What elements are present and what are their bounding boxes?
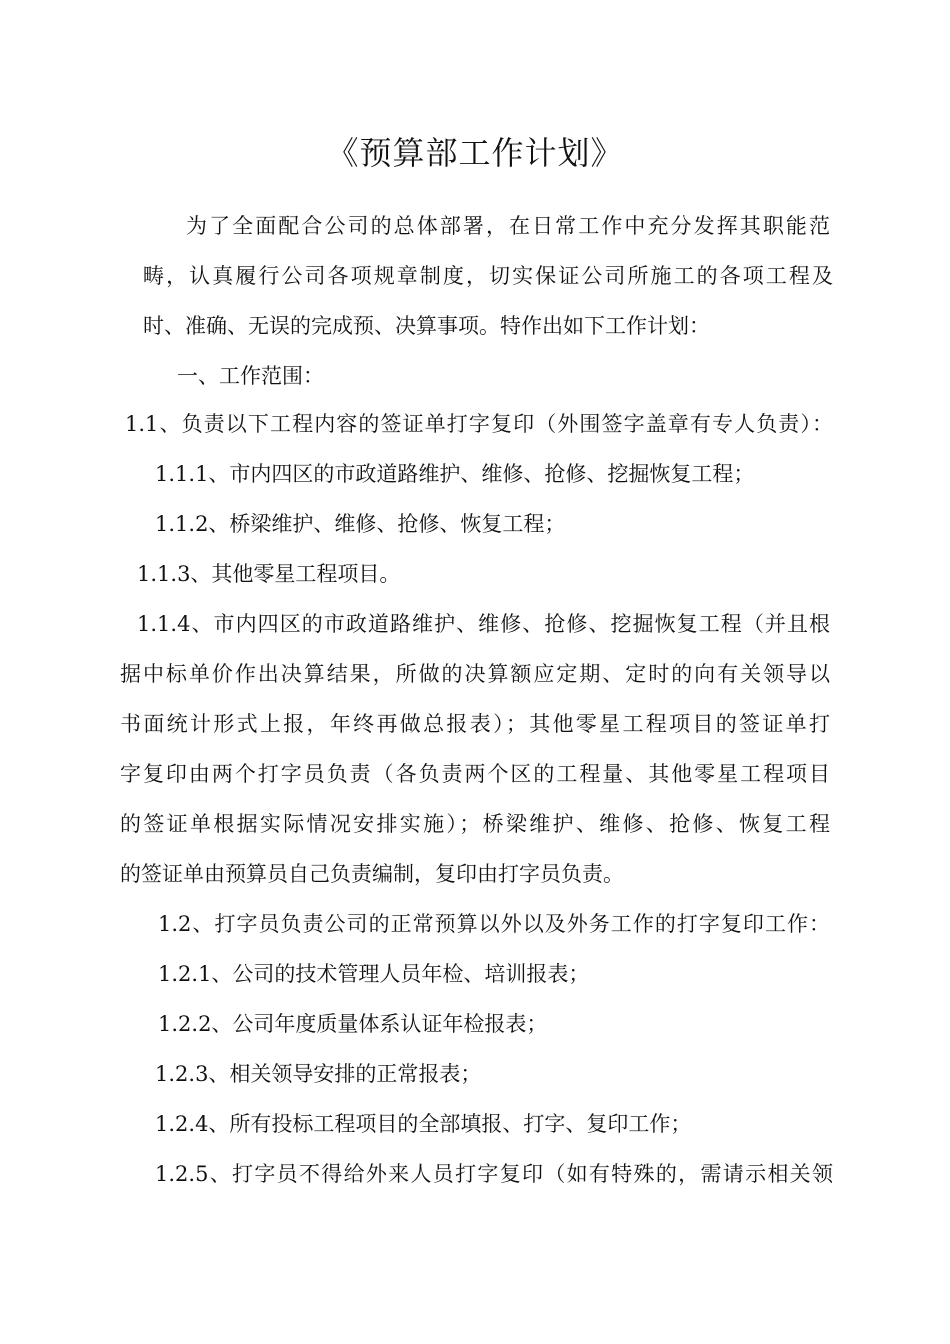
item-1-2-3: 1.2.3、相关领导安排的正常报表； xyxy=(155,1062,482,1086)
item-1-1-3: 1.1.3、其他零星工程项目。 xyxy=(137,562,401,586)
item-1-2-5: 1.2.5、打字员不得给外来人员打字复印（如有特殊的，需请示相关领 xyxy=(155,1162,833,1186)
item-1-1-4-line-4: 字复印由两个打字员负责（各负责两个区的工程量、其他零星工程项目 xyxy=(120,762,830,786)
paragraph-line-2: 畴，认真履行公司各项规章制度，切实保证公司所施工的各项工程及 xyxy=(143,264,833,288)
item-1-2-1: 1.2.1、公司的技术管理人员年检、培训报表； xyxy=(158,962,590,986)
item-1-1-4-line-2: 据中标单价作出决算结果，所做的决算额应定期、定时的向有关领导以 xyxy=(120,662,830,686)
item-1-1-4-line-1: 1.1.4、市内四区的市政道路维护、维修、抢修、挖掘恢复工程（并且根 xyxy=(137,612,830,636)
item-1-1-1: 1.1.1、市内四区的市政道路维护、维修、抢修、挖掘恢复工程； xyxy=(155,462,755,486)
paragraph-line-3: 时、准确、无误的完成预、决算事项。特作出如下工作计划： xyxy=(143,314,710,338)
item-1-2-2: 1.2.2、公司年度质量体系认证年检报表； xyxy=(158,1012,548,1036)
item-1-1-4-line-3: 书面统计形式上报，年终再做总报表）；其他零星工程项目的签证单打 xyxy=(120,712,830,736)
item-1-1-4-line-5: 的签证单根据实际情况安排实施）；桥梁维护、维修、抢修、恢复工程 xyxy=(120,812,830,836)
item-1-1-2: 1.1.2、桥梁维护、维修、抢修、恢复工程； xyxy=(155,512,566,536)
item-1-2: 1.2、打字员负责公司的正常预算以外以及外务工作的打字复印工作： xyxy=(158,912,830,936)
item-1-1-4-line-6: 的签证单由预算员自己负责编制，复印由打字员负责。 xyxy=(120,862,624,886)
paragraph-line-1: 为了全面配合公司的总体部署，在日常工作中充分发挥其职能范 xyxy=(186,214,830,238)
document-title: 《预算部工作计划》 xyxy=(326,134,624,172)
item-1-2-4: 1.2.4、所有投标工程项目的全部填报、打字、复印工作； xyxy=(155,1112,692,1136)
item-1-1: 1.1、负责以下工程内容的签证单打字复印（外围签字盖章有专人负责）： xyxy=(125,412,833,436)
section-heading-scope: 一、工作范围： xyxy=(177,364,324,388)
